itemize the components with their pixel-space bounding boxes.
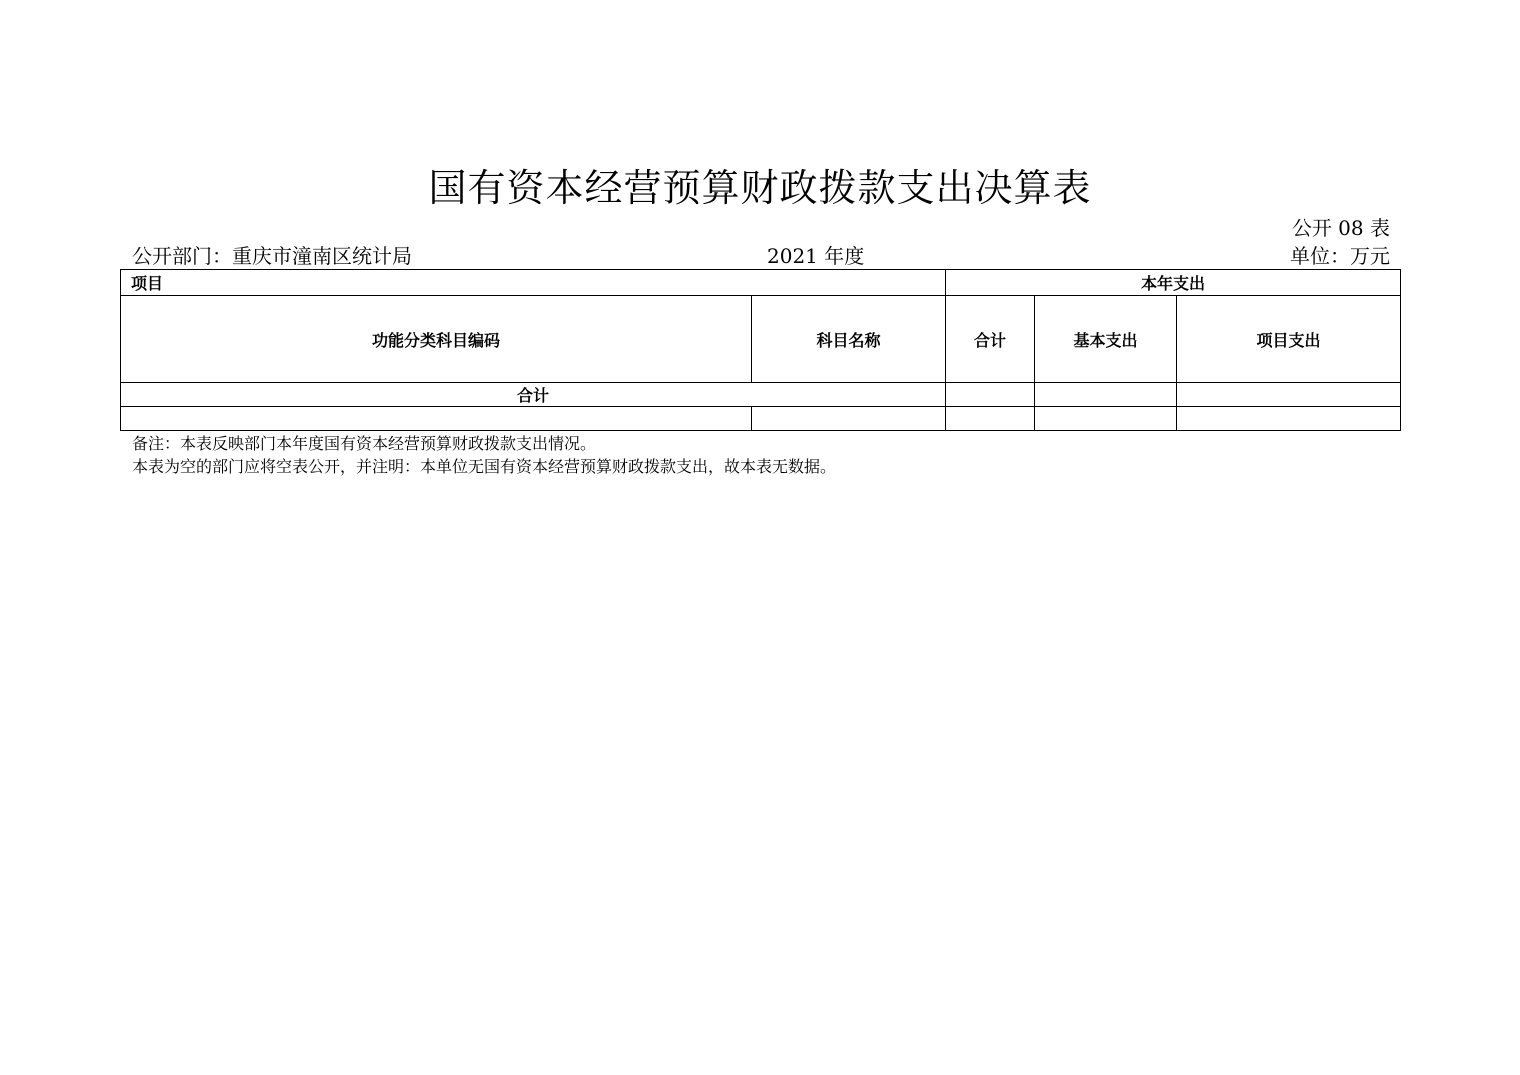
table-cell xyxy=(752,407,946,431)
table-cell xyxy=(121,407,752,431)
col-function-code: 功能分类科目编码 xyxy=(121,296,752,383)
unit-label: 单位：万元 xyxy=(1290,244,1390,268)
col-project-expenditure: 项目支出 xyxy=(1177,296,1401,383)
total-row-label: 合计 xyxy=(121,383,946,407)
table-total-row xyxy=(121,383,1401,407)
note-line-2: 本表为空的部门应将空表公开，并注明：本单位无国有资本经营预算财政拨款支出，故本表无数据。 xyxy=(132,457,837,476)
notes xyxy=(132,432,836,478)
meta-row xyxy=(132,243,1390,269)
col-subject-name: 科目名称 xyxy=(752,296,946,383)
table-cell xyxy=(1035,407,1177,431)
form-number: 公开 08 表 xyxy=(1291,216,1390,240)
total-cell xyxy=(946,383,1035,407)
page-title: 国有资本经营预算财政拨款支出决算表 xyxy=(428,166,1092,210)
department-label: 公开部门：重庆市潼南区统计局 xyxy=(132,244,412,268)
table-cell xyxy=(946,407,1035,431)
project-cell xyxy=(1177,383,1401,407)
basic-cell xyxy=(1035,383,1177,407)
expenditure-table xyxy=(120,269,1401,431)
header-project: 项目 xyxy=(121,270,946,296)
table-row xyxy=(121,407,1401,431)
header-current-year: 本年支出 xyxy=(946,270,1401,296)
year-label: 2021 年度 xyxy=(767,244,865,268)
table-header-row xyxy=(121,270,1401,296)
col-total: 合计 xyxy=(946,296,1035,383)
table-subheader-row xyxy=(121,296,1401,383)
note-line-1: 备注：本表反映部门本年度国有资本经营预算财政拨款支出情况。 xyxy=(132,434,597,453)
table-cell xyxy=(1177,407,1401,431)
col-basic-expenditure: 基本支出 xyxy=(1035,296,1177,383)
